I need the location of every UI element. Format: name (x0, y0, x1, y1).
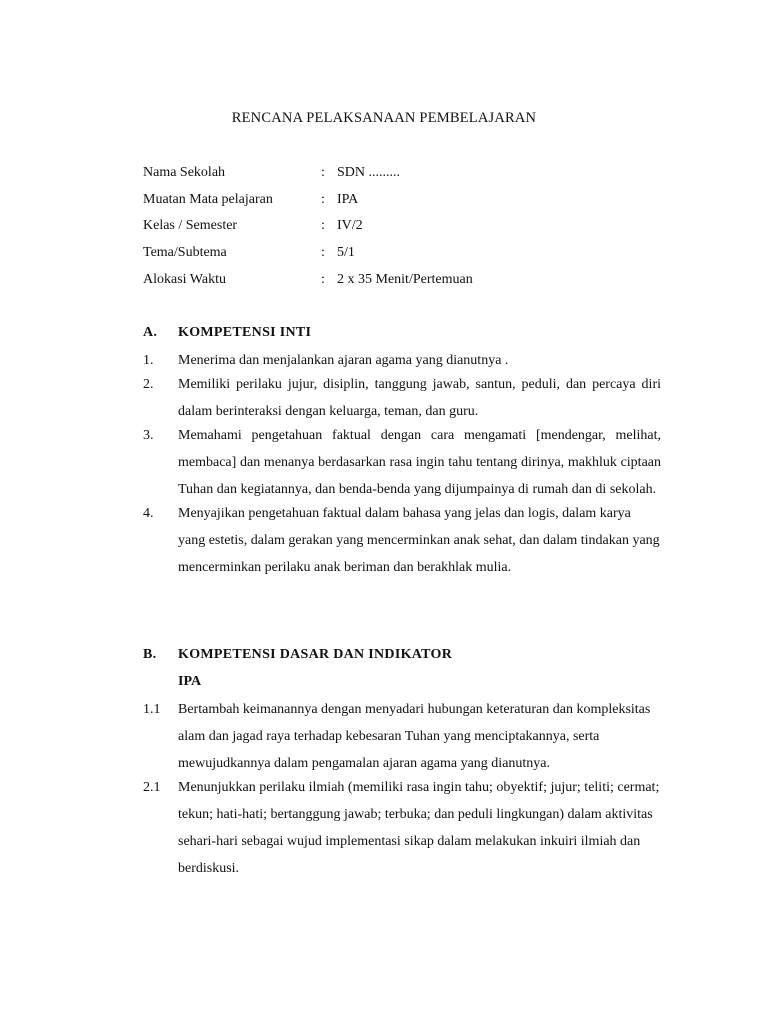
subsection-title: IPA (178, 674, 202, 689)
info-label: Tema/Subtema (143, 245, 227, 261)
info-label: Alokasi Waktu (143, 271, 226, 287)
document-title: RENCANA PELAKSANAAN PEMBELAJARAN (231, 110, 537, 126)
info-row-theme (143, 243, 663, 270)
item-text: Memahami pengetahuan faktual dengan cara mengamati [mendengar, melihat, membaca] dan menanya berdasarkan rasa ingin tahu tentang dirinya, makhluk ciptaan Tuhan dan kegiatannya, dan benda-benda yang dijumpainya di rumah dan di sekolah. (178, 428, 661, 497)
info-label: Nama Sekolah (143, 165, 226, 180)
item-number: 1. (143, 353, 154, 368)
item-text: Menyajikan pengetahuan faktual dalam bahasa yang jelas dan logis, dalam karya yang estetis, dalam gerakan yang mencerminkan anak sehat, dan dalam tindakan yang mencerminkan perilaku anak beriman dan berakhlak mulia. (178, 506, 660, 575)
section-title: KOMPETENSI DASAR DAN INDIKATOR (178, 647, 453, 662)
info-colon: : (321, 165, 325, 180)
info-colon: : (321, 271, 325, 287)
item-number: 2. (143, 377, 154, 392)
section-title: KOMPETENSI INTI (178, 325, 312, 340)
info-colon: : (321, 218, 325, 234)
item-number: 4. (143, 506, 154, 521)
info-row-class (143, 216, 663, 243)
list-item (143, 500, 661, 581)
item-text: Memiliki perilaku jujur, disiplin, tanggung jawab, santun, peduli, dan percaya diri dalam berinteraksi dengan keluarga, teman, dan guru. (178, 377, 661, 419)
section-kompetensi-inti (143, 323, 661, 581)
item-number: 1.1 (143, 702, 161, 717)
list-item (143, 422, 661, 503)
info-colon: : (321, 191, 325, 207)
list-item (143, 696, 661, 777)
item-text: Bertambah keimanannya dengan menyadari hubungan keteraturan dan kompleksitas alam dan jagad raya terhadap kebesaran Tuhan yang menciptakannya, serta mewujudkannya dalam pengamalan ajaran agama yang dianutnya. (178, 702, 651, 771)
info-value: 2 x 35 Menit/Pertemuan (337, 271, 473, 287)
info-value: 5/1 (337, 245, 355, 261)
section-letter: B. (143, 647, 157, 662)
info-label: Muatan Mata pelajaran (143, 191, 273, 207)
section-heading (143, 323, 661, 350)
info-value: IPA (337, 191, 359, 207)
info-row-subject (143, 190, 663, 217)
item-text: Menunjukkan perilaku ilmiah (memiliki rasa ingin tahu; obyektif; jujur; teliti; cermat; tekun; hati-hati; bertanggung jawab; terbuka; dan peduli lingkungan) dalam aktivitas sehari-hari sebagai wujud implementasi sikap dalam melakukan inkuiri ilmiah dan berdiskusi. (178, 780, 660, 876)
list-item (143, 371, 661, 425)
item-text: Menerima dan menjalankan ajaran agama yang dianutnya . (178, 353, 509, 368)
section-letter: A. (143, 325, 158, 340)
info-value: IV/2 (337, 218, 363, 234)
item-number: 2.1 (143, 780, 161, 795)
section-kompetensi-dasar (143, 645, 661, 882)
info-label: Kelas / Semester (143, 218, 238, 234)
info-table (143, 163, 663, 296)
list-item (143, 774, 661, 882)
info-row-school (143, 163, 663, 190)
section-heading (143, 645, 661, 672)
info-colon: : (321, 245, 325, 261)
info-value: SDN ......... (337, 165, 401, 180)
item-number: 3. (143, 428, 154, 443)
info-row-time (143, 270, 663, 297)
list-item (143, 347, 661, 374)
